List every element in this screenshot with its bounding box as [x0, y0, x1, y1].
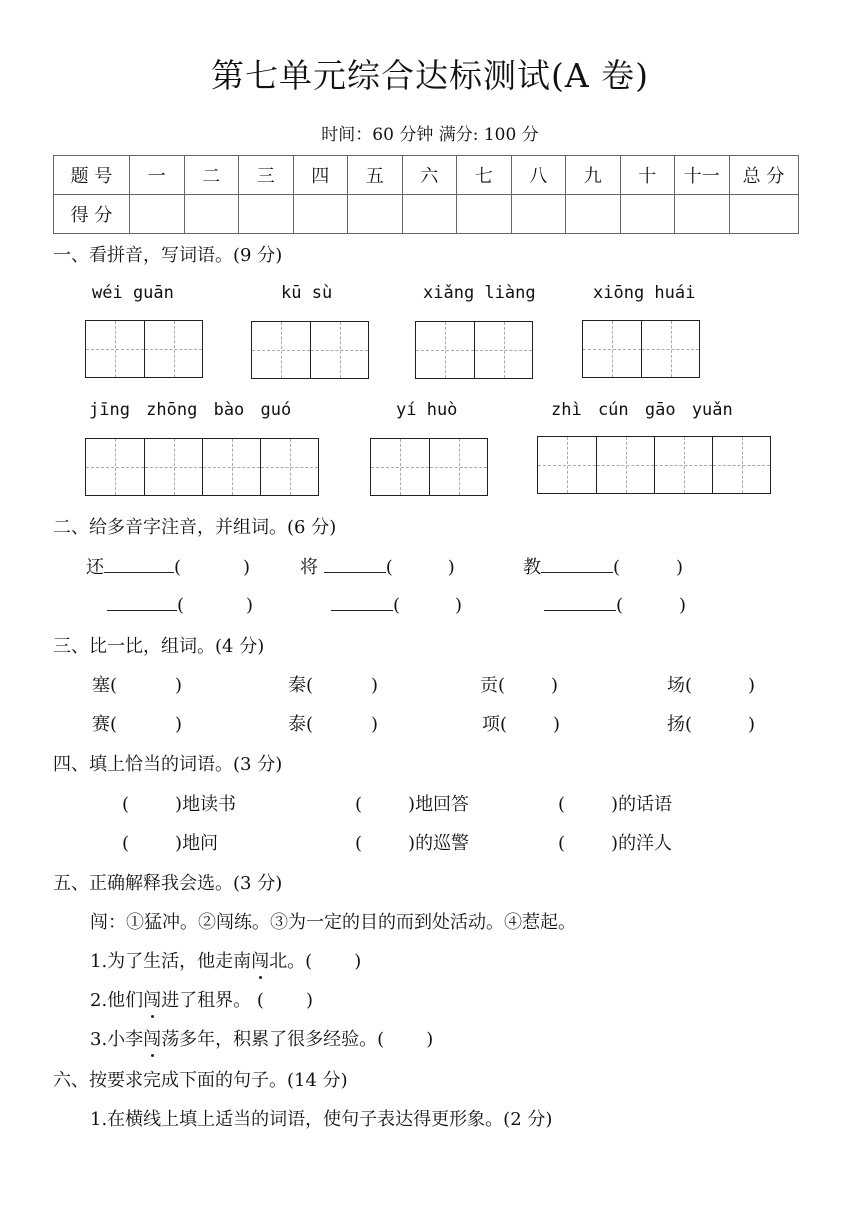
pinyin-blank[interactable] — [324, 554, 386, 573]
paren-close: ) — [175, 833, 183, 854]
score-table-col: 五 — [348, 156, 403, 195]
paren-close: ) — [748, 675, 756, 696]
score-cell[interactable] — [620, 195, 675, 234]
paren-close: ) — [175, 794, 183, 815]
paren-open: ( — [558, 833, 566, 854]
fill-phrase — [355, 790, 469, 816]
pinyin-label: xiǎng liàng — [423, 283, 536, 303]
phrase-text: 的洋人 — [618, 833, 673, 854]
score-table-col: 七 — [457, 156, 512, 195]
pinyin-label: xiōng huái — [593, 283, 696, 303]
score-cell[interactable] — [239, 195, 294, 234]
paren-open: ( — [613, 557, 621, 578]
paren-open: ( — [616, 595, 624, 616]
score-table-header-label: 题 号 — [54, 156, 130, 195]
compare-char: 项( — [482, 714, 508, 735]
paren-close: ) — [447, 557, 455, 578]
paren-close: ) — [354, 951, 362, 972]
score-table-col: 十 — [620, 156, 675, 195]
writing-grid[interactable] — [85, 438, 319, 496]
pinyin-label: kū sù — [281, 283, 333, 303]
pinyin-blank[interactable] — [541, 554, 613, 573]
polyphone-char: 教 — [523, 557, 541, 578]
score-cell[interactable] — [130, 195, 185, 234]
paren-close: ) — [553, 714, 561, 735]
score-table-total: 总 分 — [729, 156, 798, 195]
fill-phrase — [122, 829, 218, 855]
paren-close: ) — [408, 833, 416, 854]
paren-open: ( — [355, 794, 363, 815]
compare-item — [92, 671, 182, 697]
question-text: 2.他们 — [90, 990, 144, 1011]
score-table-col: 四 — [293, 156, 348, 195]
score-cell[interactable] — [457, 195, 512, 234]
writing-grid[interactable] — [537, 436, 771, 494]
compare-char: 贡( — [480, 675, 506, 696]
phrase-text: 地回答 — [415, 794, 470, 815]
polyphone-item — [523, 553, 683, 579]
fill-phrase — [558, 829, 672, 855]
compare-char: 场( — [667, 675, 693, 696]
score-table-col: 十一 — [675, 156, 730, 195]
score-cell[interactable] — [675, 195, 730, 234]
score-table — [53, 155, 799, 234]
section-5-heading: 五、正确解释我会选。(3 分) — [53, 873, 283, 894]
paren-open: ( — [177, 595, 185, 616]
score-table-col: 一 — [130, 156, 185, 195]
score-cell[interactable] — [566, 195, 621, 234]
compare-item — [288, 710, 378, 736]
exam-info: 时间：60 分钟 满分: 100 分 — [321, 125, 539, 145]
score-table-col: 二 — [184, 156, 239, 195]
section-1-heading: 一、看拼音，写词语。(9 分) — [53, 245, 283, 266]
pinyin-label: jīng zhōng bào guó — [89, 400, 292, 420]
phrase-text: 地读书 — [182, 794, 237, 815]
phrase-text: 地问 — [182, 833, 219, 854]
question-text: 进了租界。 ( — [161, 990, 264, 1011]
writing-grid[interactable] — [251, 321, 369, 379]
paren-close: ) — [371, 714, 379, 735]
score-table-col: 六 — [402, 156, 457, 195]
polyphone-item — [544, 592, 686, 616]
question-item — [90, 1025, 433, 1051]
compare-char: 泰( — [288, 714, 314, 735]
pinyin-blank[interactable] — [331, 592, 393, 611]
score-table-score-row — [54, 195, 799, 234]
compare-item — [92, 710, 182, 736]
paren-open: ( — [385, 557, 393, 578]
emphasized-char: 闯 — [251, 947, 269, 973]
score-table-col: 九 — [566, 156, 621, 195]
score-cell[interactable] — [402, 195, 457, 234]
compare-item — [667, 671, 755, 697]
polyphone-char: 将 — [300, 557, 318, 578]
paren-close: ) — [371, 675, 379, 696]
paren-close: ) — [305, 990, 313, 1011]
question-text: 荡多年，积累了很多经验。( — [161, 1029, 385, 1050]
polyphone-item — [331, 592, 462, 616]
emphasized-char: 闯 — [143, 986, 161, 1012]
paren-close: ) — [408, 794, 416, 815]
paren-close: ) — [455, 595, 463, 616]
paren-close: ) — [679, 595, 687, 616]
score-table-score-label: 得 分 — [54, 195, 130, 234]
score-cell[interactable] — [729, 195, 798, 234]
paren-close: ) — [611, 794, 619, 815]
question-text: 北。( — [269, 951, 313, 972]
compare-char: 扬( — [667, 714, 693, 735]
fill-phrase — [355, 829, 469, 855]
polyphone-item — [300, 553, 455, 579]
phrase-text: 的巡警 — [415, 833, 470, 854]
score-table-col: 三 — [239, 156, 294, 195]
writing-grid[interactable] — [370, 438, 488, 496]
compare-item — [480, 671, 558, 697]
polyphone-item — [86, 553, 250, 579]
score-cell[interactable] — [184, 195, 239, 234]
pinyin-blank[interactable] — [104, 554, 174, 573]
paren-open: ( — [174, 557, 182, 578]
page-title: 第七单元综合达标测试(A 卷) — [210, 56, 650, 95]
phrase-text: 的话语 — [618, 794, 673, 815]
score-table-col: 八 — [511, 156, 566, 195]
question-item — [90, 986, 313, 1012]
section-6-heading: 六、按要求完成下面的句子。(14 分) — [53, 1070, 348, 1091]
paren-close: ) — [611, 833, 619, 854]
paren-open: ( — [122, 794, 130, 815]
paren-close: ) — [243, 557, 251, 578]
paren-open: ( — [355, 833, 363, 854]
paren-close: ) — [175, 714, 183, 735]
score-table-header-row — [54, 156, 799, 195]
score-cell[interactable] — [293, 195, 348, 234]
paren-close: ) — [748, 714, 756, 735]
pinyin-label: zhì cún gāo yuǎn — [551, 400, 733, 420]
polyphone-item — [107, 592, 253, 616]
paren-open: ( — [122, 833, 130, 854]
paren-open: ( — [558, 794, 566, 815]
section-2-heading: 二、给多音字注音，并组词。(6 分) — [53, 517, 337, 538]
writing-grid[interactable] — [582, 320, 700, 378]
writing-grid[interactable] — [85, 320, 203, 378]
question-text: 1.为了生活，他走南 — [90, 951, 252, 972]
fill-phrase — [558, 790, 672, 816]
compare-item — [288, 671, 378, 697]
pinyin-blank[interactable] — [107, 592, 177, 611]
writing-grid[interactable] — [415, 321, 533, 379]
pinyin-blank[interactable] — [544, 592, 616, 611]
paren-open: ( — [393, 595, 401, 616]
paren-close: ) — [551, 675, 559, 696]
question-item: 1.在横线上填上适当的词语，使句子表达得更形象。(2 分) — [90, 1109, 553, 1130]
paren-close: ) — [426, 1029, 434, 1050]
pinyin-label: wéi guān — [92, 283, 174, 303]
question-item — [90, 947, 361, 973]
paren-close: ) — [175, 675, 183, 696]
compare-char: 塞( — [92, 675, 118, 696]
definition-list: 闯：①猛冲。②闯练。③为一定的目的而到处活动。④惹起。 — [90, 912, 576, 933]
emphasized-char: 闯 — [143, 1025, 161, 1051]
section-4-heading: 四、填上恰当的词语。(3 分) — [53, 754, 283, 775]
compare-item — [667, 710, 755, 736]
polyphone-char: 还 — [86, 557, 104, 578]
paren-close: ) — [246, 595, 254, 616]
compare-char: 秦( — [288, 675, 314, 696]
compare-item — [482, 710, 560, 736]
paren-close: ) — [676, 557, 684, 578]
pinyin-label: yí huò — [396, 400, 458, 420]
fill-phrase — [122, 790, 236, 816]
section-3-heading: 三、比一比，组词。(4 分) — [53, 636, 265, 657]
compare-char: 赛( — [92, 714, 118, 735]
score-cell[interactable] — [348, 195, 403, 234]
score-cell[interactable] — [511, 195, 566, 234]
question-text: 3.小李 — [90, 1029, 144, 1050]
